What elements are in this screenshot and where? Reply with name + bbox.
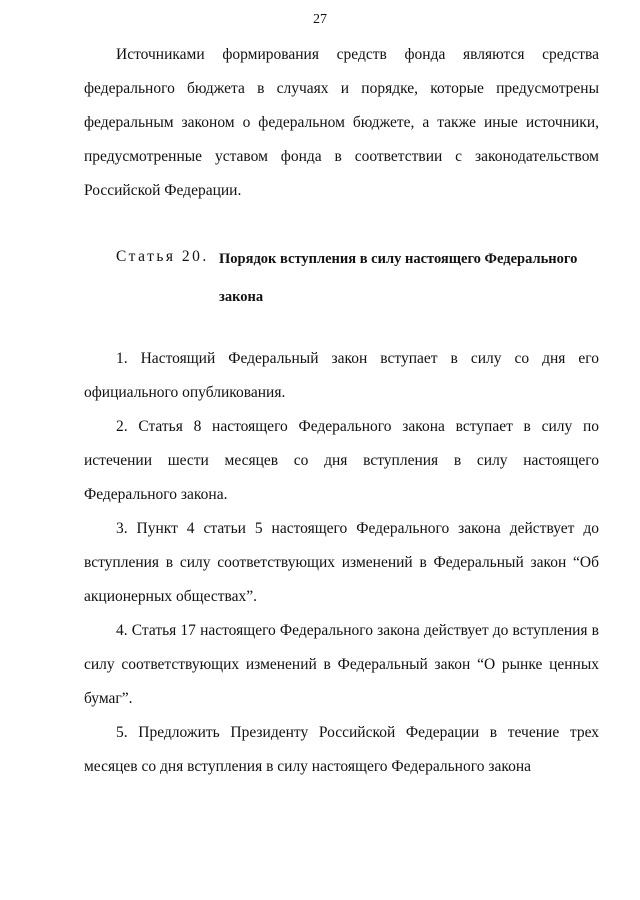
list-item-3: 3. Пункт 4 статьи 5 настоящего Федерального закона действует до вступления в силу соответствующих изменений в Федеральный закон “Об акционерных обществах”. [84,520,599,605]
list-item-5: 5. Предложить Президенту Российской Федерации в течение трех месяцев со дня вступления в силу настоящего Федерального закона [84,724,599,775]
list-item-4: 4. Статья 17 настоящего Федерального закона действует до вступления в силу соответствующих изменений в Федеральный закон “О рынке ценных бумаг”. [84,622,599,707]
list-item-2: 2. Статья 8 настоящего Федерального закона вступает в силу по истечении шести месяцев со дня вступления в силу настоящего Федерального закона. [84,418,599,503]
page-number: 27 [313,12,327,27]
article-title: Порядок вступления в силу настоящего Федерального закона [219,251,578,305]
list-item-1: 1. Настоящий Федеральный закон вступает в силу со дня его официального опубликования. [84,350,599,401]
article-number: Статья 20. [116,248,209,265]
intro-paragraph: Источниками формирования средств фонда являются средства федерального бюджета в случаях и порядке, которые предусмотрены федеральным законом о федеральном бюджете, а также иные источники, предусмотренные уставом фонда в соответствии с законодательством Российской Федерации. [84,46,599,199]
